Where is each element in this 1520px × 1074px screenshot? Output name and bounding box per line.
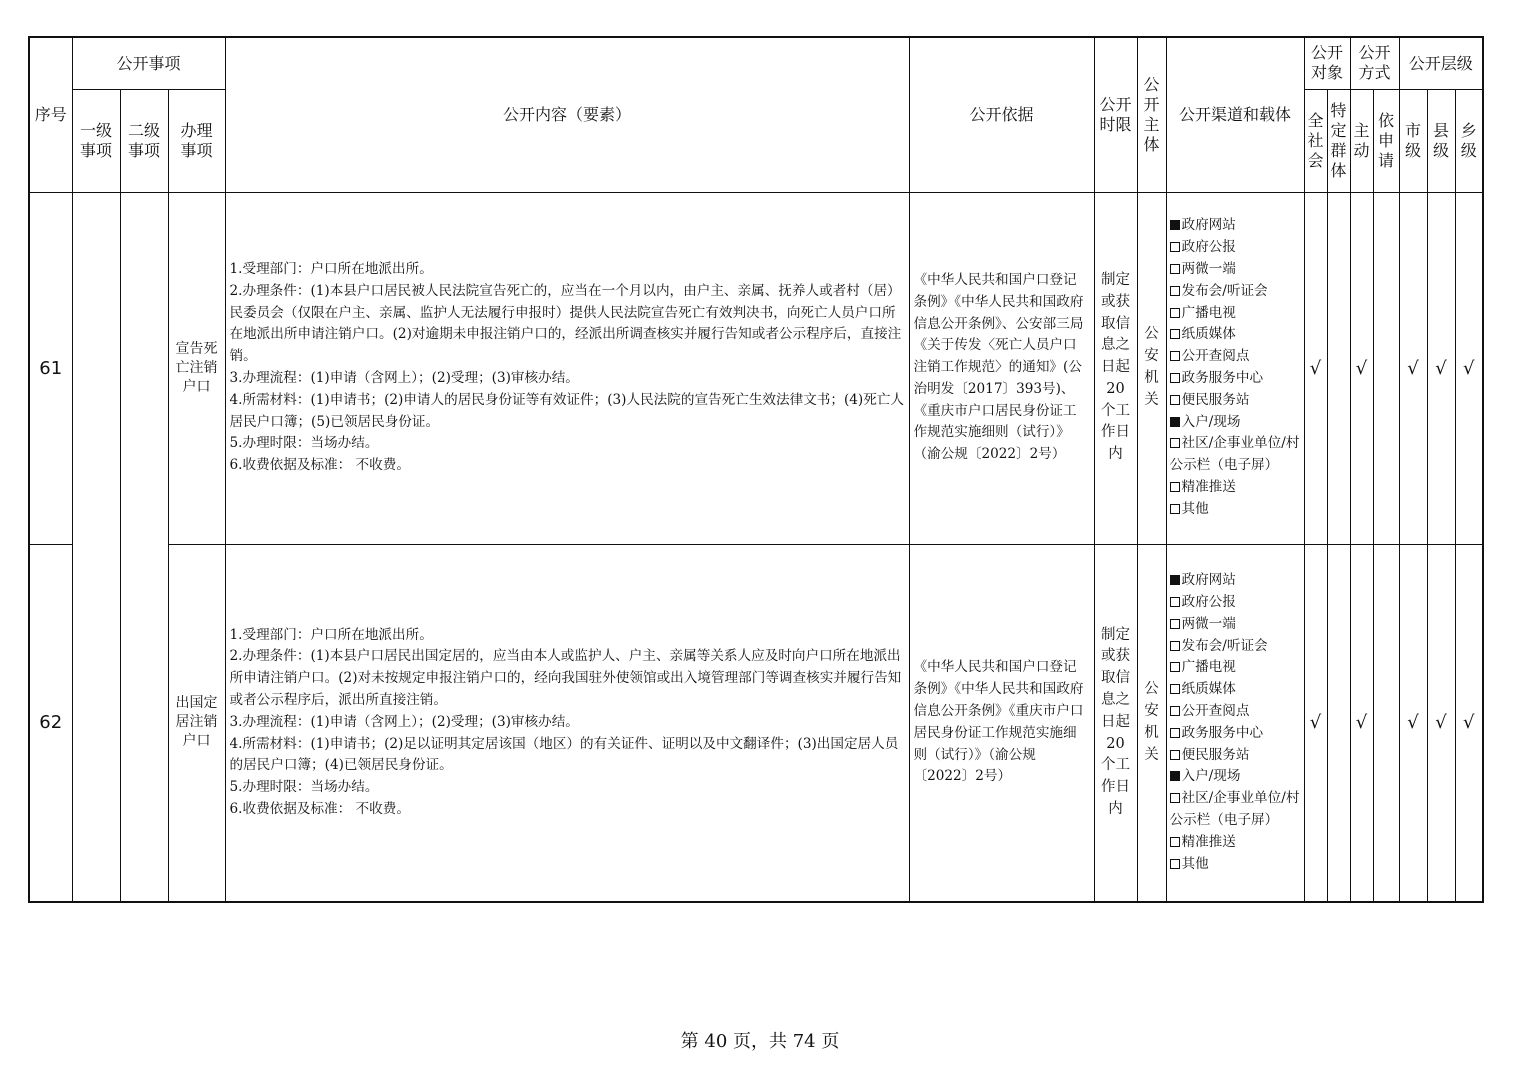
- channel-item: 公开查阅点: [1170, 701, 1301, 723]
- content-line: 6.收费依据及标准： 不收费。: [229, 801, 410, 818]
- empty-box-icon: [1170, 837, 1180, 847]
- handle-item: 出国定居注销户口: [168, 544, 225, 902]
- empty-box-icon: [1170, 859, 1180, 869]
- content-line: 4.所需材料：(1)申请书；(2)申请人的居民身份证等有效证件；(3)人民法院的宣告死亡生效法律文书；(4)死亡人居民户口簿；(5)已领居民身份证。: [229, 391, 905, 430]
- header-method: 公开方式: [1350, 37, 1399, 89]
- channel-item: 政府网站: [1170, 570, 1301, 592]
- channel-item: 政府公报: [1170, 592, 1301, 614]
- header-handle: 办理事项: [168, 89, 225, 192]
- mark-specific: [1327, 192, 1350, 544]
- checked-box-icon: [1170, 771, 1180, 781]
- level1-cell: [72, 192, 120, 902]
- mark-all: √: [1304, 192, 1327, 544]
- channel-cell: [1166, 544, 1304, 902]
- header-level1: 一级事项: [72, 89, 120, 192]
- content-line: 3.办理流程：(1)申请（含网上）；(2)受理；(3)审核办结。: [229, 713, 579, 730]
- empty-box-icon: [1170, 641, 1180, 651]
- channel-item: 精准推送: [1170, 477, 1301, 499]
- channel-item: 发布会/听证会: [1170, 636, 1301, 658]
- header-method-active: 主动: [1350, 89, 1373, 192]
- channel-item: 入户/现场: [1170, 412, 1301, 434]
- basis-cell: 《中华人民共和国户口登记条例》《中华人民共和国政府信息公开条例》《重庆市户口居民身份证工作规范实施细则（试行）》（渝公规〔2022〕2号）: [909, 544, 1094, 902]
- empty-box-icon: [1170, 482, 1180, 492]
- content-line: 5.办理时限：当场办结。: [229, 779, 379, 796]
- channel-item: 政府网站: [1170, 215, 1301, 237]
- content-line: 1.受理部门：户口所在地派出所。: [229, 626, 433, 643]
- table-row: [29, 192, 1483, 544]
- empty-box-icon: [1170, 351, 1180, 361]
- empty-box-icon: [1170, 242, 1180, 252]
- empty-box-icon: [1170, 329, 1180, 339]
- table-row: [29, 544, 1483, 902]
- mark-request: [1373, 192, 1399, 544]
- mark-county: √: [1427, 192, 1455, 544]
- channel-item: 纸质媒体: [1170, 324, 1301, 346]
- channel-item: 广播电视: [1170, 303, 1301, 325]
- content-line: 1.受理部门：户口所在地派出所。: [229, 261, 433, 278]
- empty-box-icon: [1170, 438, 1180, 448]
- channel-item: 其他: [1170, 854, 1301, 876]
- channel-item: 入户/现场: [1170, 766, 1301, 788]
- header-tier-county: 县级: [1427, 89, 1455, 192]
- header-tier-city: 市级: [1399, 89, 1427, 192]
- header-content: 公开内容（要素）: [225, 37, 909, 192]
- checked-box-icon: [1170, 575, 1180, 585]
- mark-all: √: [1304, 544, 1327, 902]
- level2-cell: [120, 192, 168, 902]
- header-target-all: 全社会: [1304, 89, 1327, 192]
- header-seq: 序号: [29, 37, 72, 192]
- channel-item: 便民服务站: [1170, 745, 1301, 767]
- checked-box-icon: [1170, 417, 1180, 427]
- channel-item: 政府公报: [1170, 237, 1301, 259]
- channel-cell: [1166, 192, 1304, 544]
- empty-box-icon: [1170, 728, 1180, 738]
- channel-item: 精准推送: [1170, 832, 1301, 854]
- disclosure-table: [28, 36, 1484, 903]
- empty-box-icon: [1170, 264, 1180, 274]
- header-tier: 公开层级: [1399, 37, 1483, 89]
- empty-box-icon: [1170, 793, 1180, 803]
- channel-item: 发布会/听证会: [1170, 281, 1301, 303]
- checked-box-icon: [1170, 220, 1180, 230]
- mark-town: √: [1455, 192, 1483, 544]
- subject-cell: 公安机关: [1137, 544, 1166, 902]
- content-line: 5.办理时限：当场办结。: [229, 435, 379, 452]
- mark-city: √: [1399, 544, 1427, 902]
- empty-box-icon: [1170, 750, 1180, 760]
- header-subject: 公开主体: [1137, 37, 1166, 192]
- empty-box-icon: [1170, 662, 1180, 672]
- mark-active: √: [1350, 544, 1373, 902]
- empty-box-icon: [1170, 308, 1180, 318]
- content-line: 6.收费依据及标准： 不收费。: [229, 457, 410, 474]
- empty-box-icon: [1170, 504, 1180, 514]
- header-target: 公开对象: [1304, 37, 1350, 89]
- empty-box-icon: [1170, 395, 1180, 405]
- content-line: 3.办理流程：(1)申请（含网上）；(2)受理；(3)审核办结。: [229, 370, 579, 386]
- subject-cell: 公安机关: [1137, 192, 1166, 544]
- content-cell: [225, 192, 909, 544]
- header-method-request: 依申请: [1373, 89, 1399, 192]
- empty-box-icon: [1170, 706, 1180, 716]
- channel-item: 两微一端: [1170, 614, 1301, 636]
- header-tier-town: 乡级: [1455, 89, 1483, 192]
- mark-county: √: [1427, 544, 1455, 902]
- channel-item: 政务服务中心: [1170, 723, 1301, 745]
- row-seq: 62: [29, 544, 72, 902]
- time-limit-cell: 制定或获取信息之日起20个工作日内: [1094, 192, 1137, 544]
- header-matters: 公开事项: [72, 37, 225, 89]
- content-line: 2.办理条件：(1)本县户口居民被人民法院宣告死亡的，应当在一个月以内，由户主、亲属、抚养人或者村（居）民委员会（仅限在户主、亲属、监护人无法履行申报时）提供人民法院宣告死亡有效判决书，向死亡人员户口所在地派出所申请注销户口。(2)对逾期未申报注销户口的，经派出所调查核实并履行告知或者公示程序后，直接注销。: [229, 282, 902, 365]
- header-target-specific: 特定群体: [1327, 89, 1350, 192]
- channel-item: 公开查阅点: [1170, 346, 1301, 368]
- empty-box-icon: [1170, 619, 1180, 629]
- mark-request: [1373, 544, 1399, 902]
- channel-item: 其他: [1170, 499, 1301, 521]
- mark-active: √: [1350, 192, 1373, 544]
- page-footer: 第 40 页，共 74 页: [680, 1031, 840, 1052]
- header-channel: 公开渠道和载体: [1166, 37, 1304, 192]
- empty-box-icon: [1170, 373, 1180, 383]
- content-line: 2.办理条件：(1)本县户口居民出国定居的，应当由本人或监护人、户主、亲属等关系人应及时向户口所在地派出所申请注销户口。(2)对未按规定申报注销户口的，经向我国驻外使领馆或出入境管理部门等调查核实并履行告知或者公示程序后，派出所直接注销。: [229, 648, 902, 709]
- channel-item: 社区/企事业单位/村公示栏（电子屏）: [1169, 790, 1300, 828]
- empty-box-icon: [1170, 286, 1180, 296]
- channel-item: 便民服务站: [1170, 390, 1301, 412]
- row-seq: 61: [29, 192, 72, 544]
- handle-item: 宣告死亡注销户口: [168, 192, 225, 544]
- empty-box-icon: [1170, 684, 1180, 694]
- empty-box-icon: [1170, 597, 1180, 607]
- content-cell: [225, 544, 909, 902]
- header-time-limit: 公开时限: [1094, 37, 1137, 192]
- mark-specific: [1327, 544, 1350, 902]
- channel-item: 纸质媒体: [1170, 679, 1301, 701]
- channel-item: 政务服务中心: [1170, 368, 1301, 390]
- time-limit-cell: 制定或获取信息之日起20个工作日内: [1094, 544, 1137, 902]
- header-basis: 公开依据: [909, 37, 1094, 192]
- channel-item: 广播电视: [1170, 657, 1301, 679]
- basis-cell: 《中华人民共和国户口登记条例》《中华人民共和国政府信息公开条例》、公安部三局《关于传发〈死亡人员户口注销工作规范〉的通知》(公治明发〔2017〕393号)、《重庆市户口居民身份证工作规范实施细则（试行）》（渝公规〔2022〕2号）: [909, 192, 1094, 544]
- header-level2: 二级事项: [120, 89, 168, 192]
- channel-item: 两微一端: [1170, 259, 1301, 281]
- mark-city: √: [1399, 192, 1427, 544]
- content-line: 4.所需材料：(1)申请书；(2)足以证明其定居该国（地区）的有关证件、证明以及中文翻译件；(3)出国定居人员的居民户口簿；(4)已领居民身份证。: [229, 735, 899, 774]
- channel-item: 社区/企事业单位/村公示栏（电子屏）: [1169, 435, 1300, 474]
- mark-town: √: [1455, 544, 1483, 902]
